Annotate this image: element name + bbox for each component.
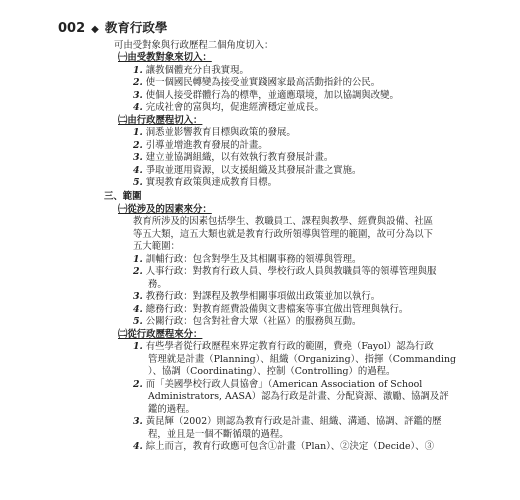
list-item-continuation: Administrators, AASA）認為行政是計畫、分配資源、激勵、協調及評 bbox=[148, 391, 449, 403]
list-item-continuation: 務。 bbox=[148, 278, 167, 290]
subsection-title: ㈡從行政歷程來分： bbox=[118, 328, 203, 340]
list-item: 1. 訓輔行政：包含對學生及其相關事務的領導與管理。 bbox=[133, 253, 362, 265]
list-item: 2. 使一個國民轉變為接受並實踐國家最高活動指針的公民。 bbox=[133, 77, 381, 89]
list-item: 4. 綜上而言，教育行政應可包含①計畫（Plan）、②決定（Decide）、③ bbox=[133, 441, 434, 453]
list-item: 3. 建立並協調組織，以有效執行教育發展計畫。 bbox=[133, 152, 334, 164]
list-item: 5. 實現教育政策與達成教育目標。 bbox=[133, 177, 278, 189]
list-item: 2. 而「美國學校行政人員協會」（American Association of School bbox=[133, 378, 423, 390]
list-item: 4. 總務行政：對教育經費設備與文書檔案等事宜做出管理與執行。 bbox=[133, 303, 409, 315]
section-title: 三、範圍 bbox=[104, 191, 142, 203]
list-item-continuation: 鑑的過程。 bbox=[148, 403, 195, 415]
subsection-title: ㈠由受教對象來切入： bbox=[118, 52, 212, 64]
list-item: 4. 完成社會的富與均，促進經濟穩定並成長。 bbox=[133, 102, 324, 114]
list-item-continuation: 管理就是計畫（Planning）、組織（Organizing）、指揮（Commanding bbox=[148, 353, 457, 365]
page-number: 002 bbox=[58, 21, 86, 36]
list-item: 2. 人事行政：對教育行政人員、學校行政人員與教職員等的領導管理與服 bbox=[133, 266, 437, 278]
subsection-title: ㈠從涉及的因素來分： bbox=[118, 203, 212, 215]
subsection-title: ㈡由行政歷程切入： bbox=[118, 114, 203, 126]
paragraph-line: 教育所涉及的因素包括學生、教職員工、課程與教學、經費與設備、社區 bbox=[133, 216, 434, 228]
intro-line: 可由受對象與行政歷程二個角度切入： bbox=[114, 40, 274, 51]
list-item: 3. 使個人接受群體行為的標準，並適應環境，加以協調與改變。 bbox=[133, 89, 399, 101]
book-title: 教育行政學 bbox=[104, 20, 168, 35]
diamond-bullet-icon: ◆ bbox=[91, 24, 99, 35]
list-item: 1. 讓教個體充分自我實現。 bbox=[133, 64, 249, 76]
page-header bbox=[58, 18, 167, 36]
list-item: 3. 教務行政：對課程及教學相關事項做出政策並加以執行。 bbox=[133, 291, 381, 303]
paragraph-line: 五大範圍： bbox=[133, 241, 180, 253]
list-item: 3. 黃昆輝（2002）則認為教育行政是計畫、組織、溝通、協調、評鑑的歷 bbox=[133, 416, 442, 428]
list-item: 2. 引導並增進教育發展的計畫。 bbox=[133, 139, 268, 151]
paragraph-line: 等五大類，這五大類也就是教育行政所領導與管理的範圍，故可分為以下 bbox=[133, 228, 434, 240]
list-item: 1. 有些學者從行政歷程來界定教育行政的範圍，費堯（Fayol）認為行政 bbox=[133, 341, 434, 353]
list-item: 1. 洞悉並影響教育目標與政策的發展。 bbox=[133, 127, 296, 139]
list-item: 5. 公關行政：包含對社會大眾（社區）的服務與互動。 bbox=[133, 316, 362, 328]
list-item: 4. 爭取並運用資源，以支援組織及其發展計畫之實施。 bbox=[133, 164, 362, 176]
list-item-continuation: ）、協調（Coordinating）、控制（Controlling）的過程。 bbox=[148, 366, 396, 378]
list-item-continuation: 程，並且是一個不斷循環的過程。 bbox=[148, 428, 289, 440]
